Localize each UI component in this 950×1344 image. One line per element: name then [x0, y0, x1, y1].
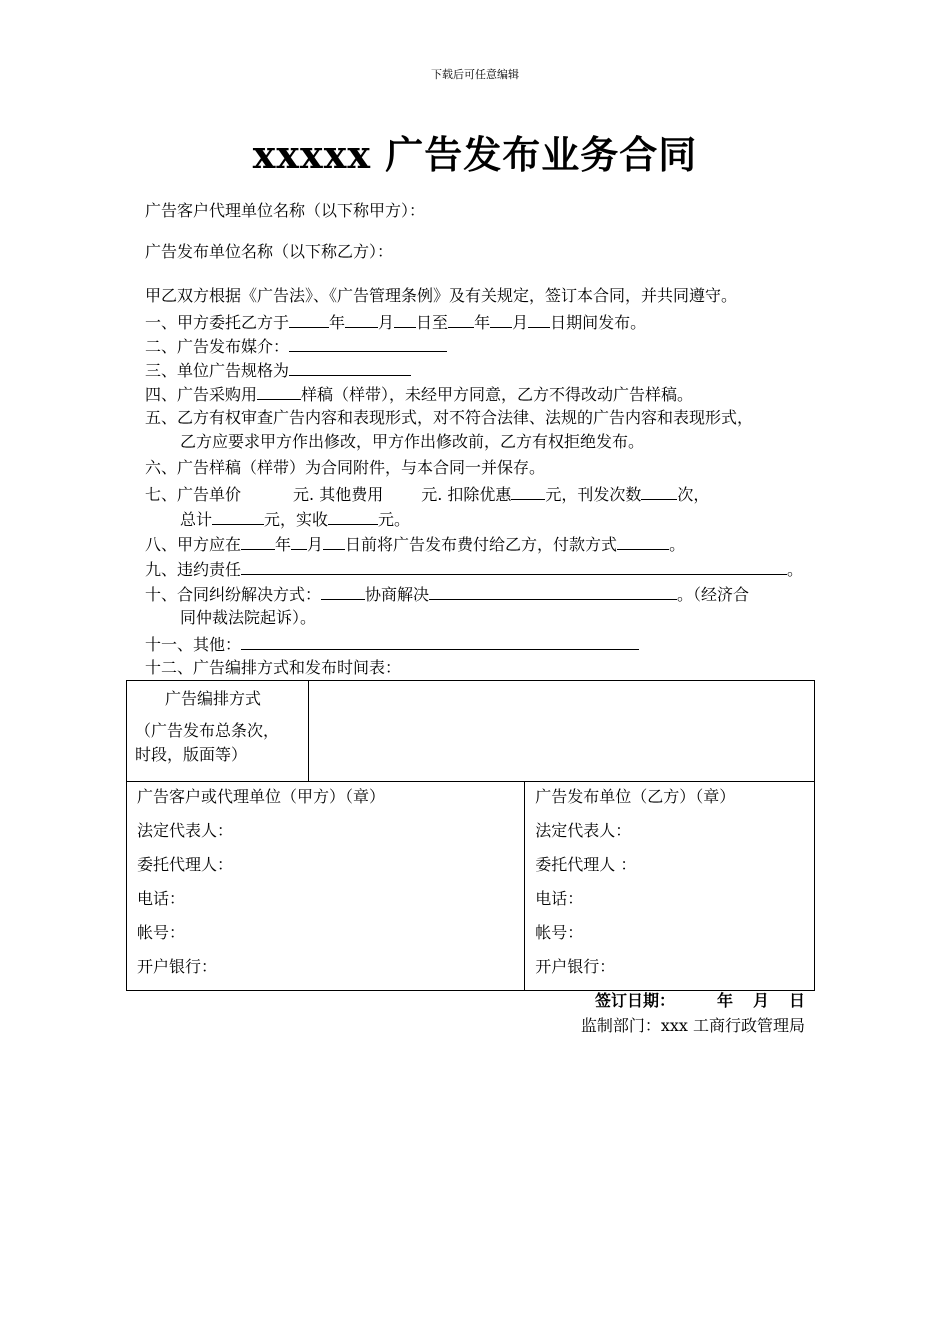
sign-month: 月 — [752, 991, 769, 1010]
clause-text: 元. 扣除优惠 — [421, 485, 512, 504]
blank-field[interactable] — [345, 310, 378, 328]
clause-9 — [145, 557, 803, 581]
clause-text: 。 — [669, 535, 686, 554]
party-b-label: 广告发布单位名称（以下称乙方）： — [145, 242, 394, 261]
clause-5-line-1: 五、乙方有权审查广告内容和表现形式，对不符合法律、法规的广告内容和表现形式， — [145, 408, 754, 427]
clause-text: 年 — [474, 313, 491, 332]
blank-field[interactable] — [289, 334, 447, 352]
clause-8 — [145, 532, 685, 556]
clause-text: 元，刊发次数 — [545, 485, 642, 504]
blank-field[interactable] — [328, 507, 378, 525]
blank-field[interactable] — [323, 532, 345, 550]
clause-10-line-2: 同仲裁法院起诉）。 — [180, 608, 317, 627]
clause-text: 一、甲方委托乙方于 — [145, 313, 290, 332]
clause-11 — [145, 632, 639, 656]
blank-field[interactable] — [241, 557, 787, 575]
contract-table — [126, 680, 815, 991]
clause-text: 年 — [275, 535, 292, 554]
sign-date-label: 签订日期： — [594, 991, 675, 1010]
party-b-bank: 开户银行： — [535, 957, 616, 976]
blank-field[interactable] — [257, 382, 301, 400]
blank-field[interactable] — [511, 482, 545, 500]
blank-field[interactable] — [321, 582, 365, 600]
clause-text: 。（经济合 — [677, 585, 750, 604]
clause-text: 月 — [307, 535, 324, 554]
clause-text: 十一、其他： — [145, 635, 242, 654]
clause-text: 三、单位广告规格为 — [145, 361, 290, 380]
blank-field[interactable] — [490, 310, 512, 328]
clause-text: 二、广告发布媒介： — [145, 337, 290, 356]
schedule-label-note: （广告发布总条次， — [135, 721, 280, 740]
clause-text: 日期间发布。 — [550, 313, 647, 332]
party-a-title: 广告客户或代理单位（甲方）（章） — [137, 787, 386, 806]
party-a-representative: 法定代表人： — [137, 821, 234, 840]
clause-text: 元. 其他费用 — [293, 485, 384, 504]
party-b-representative: 法定代表人： — [535, 821, 632, 840]
clause-12: 十二、广告编排方式和发布时间表： — [145, 658, 402, 677]
supervisor: 监制部门：xxx 工商行政管理局 — [580, 1016, 805, 1035]
clause-4 — [145, 382, 693, 406]
blank-field[interactable] — [289, 358, 411, 376]
party-a-bank: 开户银行： — [137, 957, 218, 976]
clause-10-line-1 — [145, 582, 749, 606]
blank-field[interactable] — [641, 482, 677, 500]
clause-5-line-2: 乙方应要求甲方作出修改，甲方作出修改前，乙方有权拒绝发布。 — [180, 432, 645, 451]
party-b-agent: 委托代理人 ： — [535, 855, 637, 874]
clause-text: 样稿（样带），未经甲方同意，乙方不得改动广告样稿。 — [301, 385, 694, 404]
clause-text: 元，实收 — [264, 510, 329, 529]
schedule-label: 广告编排方式 — [165, 689, 262, 708]
blank-field[interactable] — [241, 532, 275, 550]
clause-text: 。 — [787, 560, 804, 579]
blank-field[interactable] — [212, 507, 264, 525]
party-a-label: 广告客户代理单位名称（以下称甲方）： — [145, 201, 426, 220]
blank-field[interactable] — [448, 310, 474, 328]
blank-field[interactable] — [241, 632, 639, 650]
blank-field[interactable] — [617, 532, 669, 550]
sign-day: 日 — [788, 991, 805, 1010]
clause-7-line-1 — [145, 482, 709, 506]
clause-text: 次， — [677, 485, 710, 504]
clause-text: 协商解决 — [365, 585, 430, 604]
sign-year: 年 — [716, 991, 733, 1010]
clause-text: 月 — [378, 313, 395, 332]
schedule-content-cell[interactable] — [309, 681, 815, 782]
preamble: 甲乙双方根据《广告法》、《广告管理条例》及有关规定，签订本合同，并共同遵守。 — [145, 286, 738, 305]
clause-text: 九、违约责任 — [145, 560, 242, 579]
clause-7-line-2 — [180, 507, 410, 531]
party-a-account: 帐号： — [137, 923, 186, 942]
clause-6: 六、广告样稿（样带）为合同附件，与本合同一并保存。 — [145, 458, 546, 477]
clause-1 — [145, 310, 646, 334]
contract-title: xxxxx 广告发布业务合同 — [252, 132, 698, 177]
header-note: 下载后可任意编辑 — [431, 68, 519, 81]
blank-field[interactable] — [528, 310, 550, 328]
sign-date — [595, 988, 805, 1011]
party-b-account: 帐号： — [535, 923, 584, 942]
clause-text: 月 — [512, 313, 529, 332]
clause-text: 年 — [329, 313, 346, 332]
clause-3 — [145, 358, 411, 382]
clause-text: 日至 — [416, 313, 449, 332]
clause-text: 八、甲方应在 — [145, 535, 242, 554]
blank-field[interactable] — [289, 310, 329, 328]
party-b-title: 广告发布单位（乙方）（章） — [535, 787, 736, 806]
clause-text: 四、广告采购用 — [145, 385, 258, 404]
schedule-label-cell — [127, 681, 309, 782]
party-a-phone: 电话： — [137, 889, 186, 908]
blank-field[interactable] — [429, 582, 677, 600]
clause-2 — [145, 334, 447, 358]
clause-text: 总计 — [180, 510, 213, 529]
party-a-agent: 委托代理人： — [137, 855, 234, 874]
clause-text: 元。 — [378, 510, 411, 529]
party-a-cell — [127, 782, 525, 991]
schedule-label-note: 时段，版面等） — [135, 745, 248, 764]
clause-text: 日前将广告发布费付给乙方，付款方式 — [345, 535, 618, 554]
party-b-phone: 电话： — [535, 889, 584, 908]
clause-text: 十、合同纠纷解决方式： — [145, 585, 322, 604]
party-b-cell — [525, 782, 815, 991]
blank-field[interactable] — [394, 310, 416, 328]
clause-text: 七、广告单价 — [145, 485, 242, 504]
blank-field[interactable] — [291, 532, 307, 550]
